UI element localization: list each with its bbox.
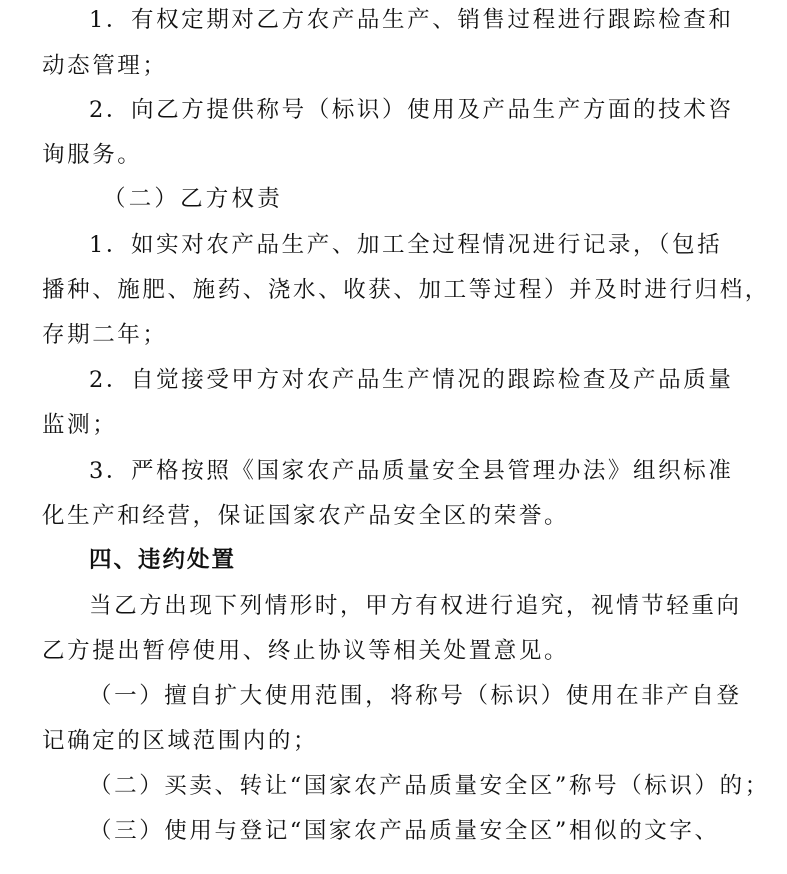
text-line: 当乙方出现下列情形时，甲方有权进行追究，视情节轻重向: [89, 593, 742, 619]
text-line: 询服务。: [42, 142, 143, 168]
text-line: （三）使用与登记“国家农产品质量安全区”相似的文字、: [89, 818, 720, 844]
section-heading: 四、违约处置: [89, 547, 237, 573]
text-line: 2．自觉接受甲方对农产品生产情况的跟踪检查及产品质量: [89, 367, 734, 393]
text-line: 存期二年；: [42, 322, 168, 348]
text-line: 1．如实对农产品生产、加工全过程情况进行记录，（包括: [89, 232, 723, 258]
text-line: 监测；: [42, 412, 118, 438]
text-line: 动态管理；: [42, 53, 168, 79]
text-line: 3．严格按照《国家农产品质量安全县管理办法》组织标准: [89, 458, 734, 484]
text-line: 1．有权定期对乙方农产品生产、销售过程进行跟踪检查和: [89, 7, 734, 33]
text-line: 乙方提出暂停使用、终止协议等相关处置意见。: [42, 638, 570, 664]
text-line: （一）擅自扩大使用范围，将称号（标识）使用在非产自登: [89, 683, 742, 709]
text-line: 播种、施肥、施药、浇水、收获、加工等过程）并及时进行归档，: [42, 277, 770, 303]
text-line: 化生产和经营，保证国家农产品安全区的荣誉。: [42, 503, 570, 529]
text-line: 记确定的区域范围内的；: [42, 728, 319, 754]
text-line: 2．向乙方提供称号（标识）使用及产品生产方面的技术咨: [89, 97, 734, 123]
section-subheading: （二）乙方权责: [103, 186, 283, 212]
text-line: （二）买卖、转让“国家农产品质量安全区”称号（标识）的；: [89, 773, 770, 799]
